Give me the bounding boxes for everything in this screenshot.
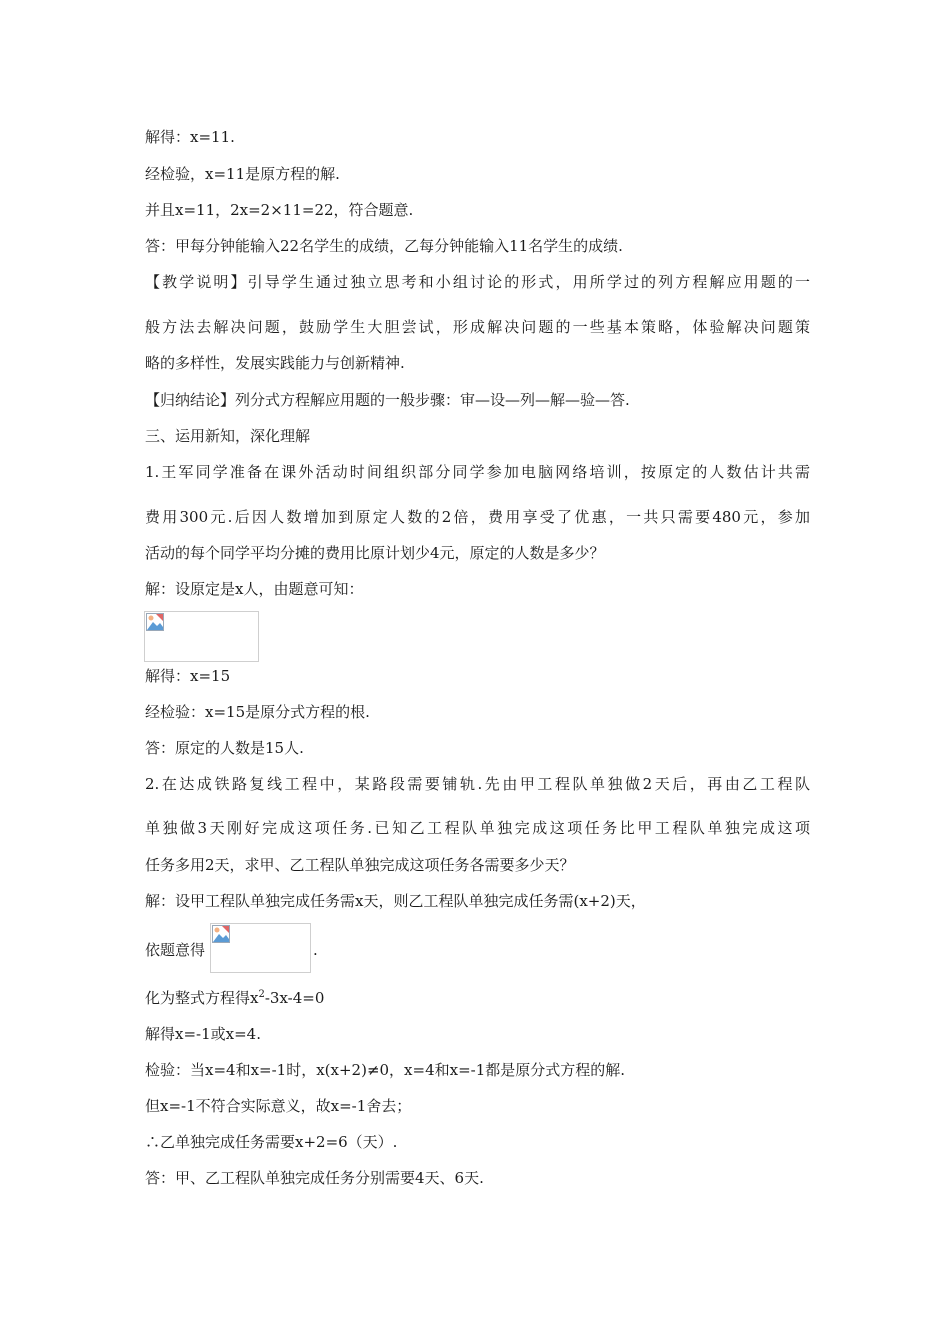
integral-equation-text-a: 化为整式方程得x — [145, 989, 259, 1007]
integral-equation-line — [145, 988, 810, 1008]
problem-1-line-1: 1.王军同学准备在课外活动时间组织部分同学参加电脑网络培训，按原定的人数估计共需 — [145, 463, 810, 481]
problem-2-check-line: 检验：当x=4和x=-1时，x(x+2)≠0，x=4和x=-1都是原分式方程的解. — [145, 1061, 626, 1079]
broken-image-icon — [212, 925, 230, 943]
summary-conclusion-line: 【归纳结论】列分式方程解应用题的一般步骤：审—设—列—解—验—答. — [145, 391, 630, 409]
problem-2-answer-line: 答：甲、乙工程队单独完成任务分别需要4天、6天. — [145, 1169, 484, 1187]
equation-prefix-label: 依题意得 — [145, 941, 206, 959]
section-heading: 三、运用新知，深化理解 — [145, 427, 311, 445]
problem-1-line-2: 费用300元.后因人数增加到原定人数的2倍，费用享受了优惠，一共只需要480元，参加 — [145, 508, 810, 526]
exponent-superscript: 2 — [258, 989, 265, 1000]
problem-1-answer-line: 答：原定的人数是15人. — [145, 739, 304, 757]
condition-check-line: 并且x=11，2x=2×11=22，符合题意. — [145, 201, 414, 219]
equation-image-placeholder — [144, 611, 259, 662]
teaching-note-line-3: 略的多样性，发展实践能力与创新精神. — [145, 354, 405, 372]
solution-result-line: 解得：x=11. — [145, 128, 235, 146]
problem-2-therefore-line: ∴乙单独完成任务需要x+2=6（天）. — [145, 1133, 398, 1151]
problem-2-setup-line: 解：设甲工程队单独完成任务需x天，则乙工程队单独完成任务需(x+2)天， — [145, 892, 646, 910]
equation-image-placeholder-2 — [210, 923, 311, 973]
problem-1-result-line: 解得：x=15 — [145, 667, 231, 685]
problem-1-setup-line: 解：设原定是x人，由题意可知： — [145, 580, 364, 598]
answer-line: 答：甲每分钟能输入22名学生的成绩，乙每分钟能输入11名学生的成绩. — [145, 237, 623, 255]
problem-2-discard-line: 但x=-1不符合实际意义，故x=-1舍去； — [145, 1097, 412, 1115]
equation-suffix-period: . — [313, 941, 318, 959]
verification-line: 经检验，x=11是原方程的解. — [145, 165, 340, 183]
broken-image-icon — [146, 613, 164, 631]
problem-1-line-3: 活动的每个同学平均分摊的费用比原计划少4元，原定的人数是多少？ — [145, 544, 605, 562]
integral-equation-text-b: -3x-4=0 — [264, 989, 325, 1007]
teaching-note-line-2: 般方法去解决问题，鼓励学生大胆尝试，形成解决问题的一些基本策略，体验解决问题策 — [145, 318, 810, 336]
problem-2-solutions-line: 解得x=-1或x=4. — [145, 1025, 261, 1043]
problem-1-verification-line: 经检验：x=15是原分式方程的根. — [145, 703, 370, 721]
problem-2-line-3: 任务多用2天，求甲、乙工程队单独完成这项任务各需要多少天？ — [145, 856, 575, 874]
teaching-note-line-1: 【教学说明】引导学生通过独立思考和小组讨论的形式，用所学过的列方程解应用题的一 — [145, 273, 810, 291]
problem-2-line-2: 单独做3天刚好完成这项任务.已知乙工程队单独完成这项任务比甲工程队单独完成这项 — [145, 819, 810, 837]
problem-2-line-1: 2.在达成铁路复线工程中，某路段需要铺轨.先由甲工程队单独做2天后，再由乙工程队 — [145, 775, 810, 793]
